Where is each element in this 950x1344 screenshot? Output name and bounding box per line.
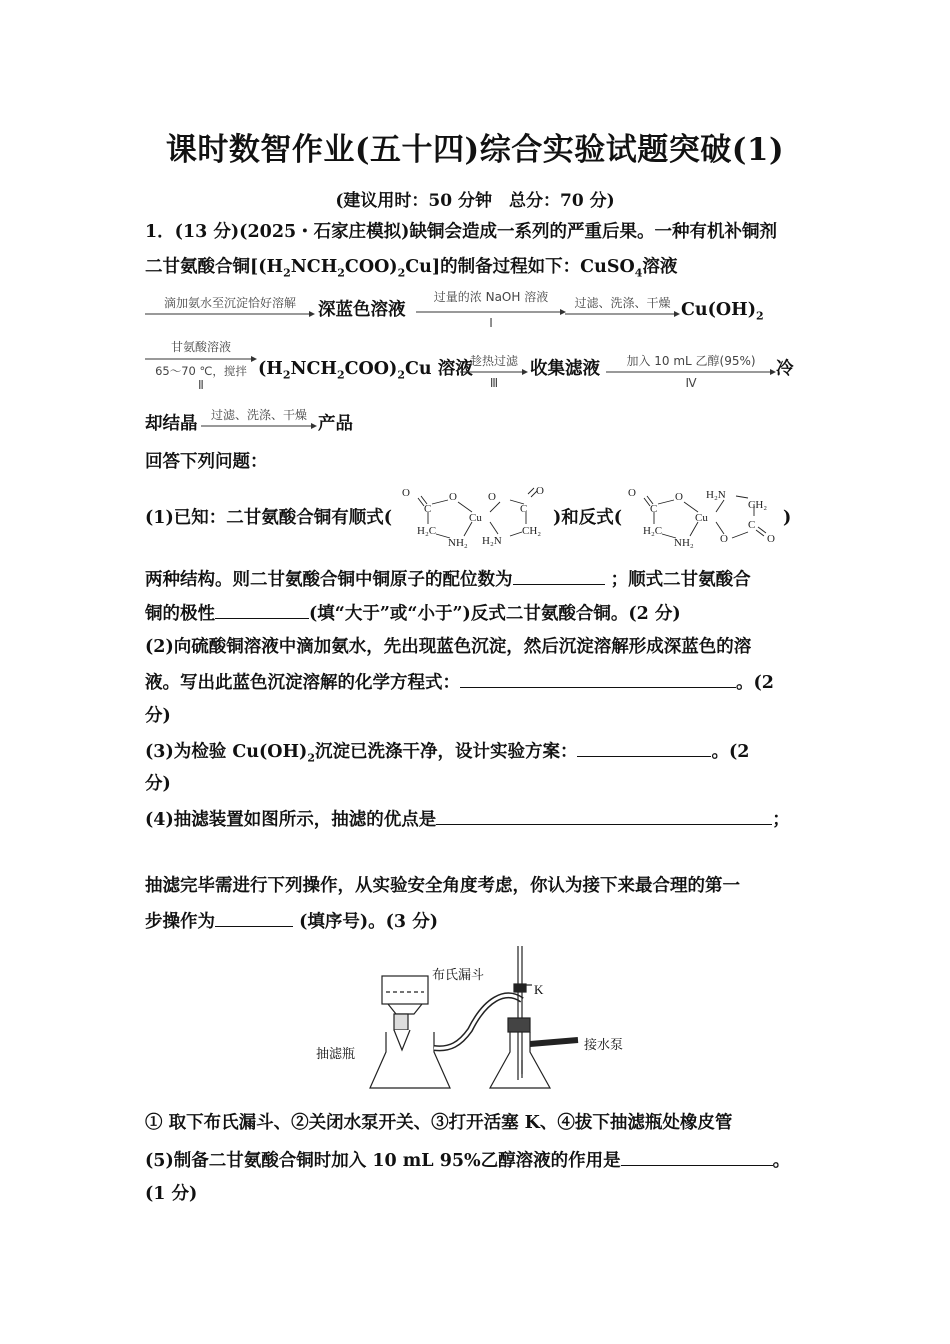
svg-text:CH₂: CH₂ — [522, 525, 542, 537]
flow-arrow-7: 过滤、洗涤、干燥 — [201, 406, 317, 446]
label-buchner-funnel: 布氏漏斗 — [432, 967, 485, 982]
q1-part2-line1: (2)向硫酸铜溶液中滴加氨水，先出现蓝色沉淀，然后沉淀溶解形成深蓝色的溶 — [145, 637, 752, 657]
flow-product-cuoh2: $Cu(OH)_2$ — [681, 300, 764, 323]
q1-part4-options: ① 取下布氏漏斗、②关闭水泵开关、③打开活塞 K、④拔下抽滤瓶处橡皮管 — [145, 1113, 733, 1133]
flow-product-complex: $(H_2NCH_2COO)_2Cu$ 溶液 — [258, 359, 473, 382]
flow-product-final: 产品 — [318, 414, 353, 434]
svg-text:O: O — [402, 487, 410, 499]
svg-text:O: O — [536, 485, 544, 497]
svg-text:C: C — [520, 503, 528, 515]
q1-intro-line1: 1．(13 分)(2025・石家庄模拟)缺铜会造成一系列的严重后果。一种有机补铜剂 — [145, 222, 777, 242]
svg-text:H₂C: H₂C — [417, 525, 437, 537]
answer-blank-equation[interactable] — [460, 671, 736, 688]
q1-part2-line3: 分) — [145, 706, 171, 726]
svg-text:C: C — [424, 503, 432, 515]
page-title: 课时数智作业(五十四)综合实验试题突破(1) — [165, 132, 785, 168]
flow-arrow-3: 过滤、洗涤、干燥 — [565, 294, 680, 334]
label-water-pump: 接水泵 — [584, 1037, 624, 1052]
svg-text:Cu: Cu — [695, 512, 708, 524]
svg-text:O: O — [675, 491, 683, 503]
q1-part1-close: ) — [783, 508, 792, 528]
flow-arrow-6: 加入 10 mL 乙醇(95%) Ⅳ — [606, 352, 776, 392]
answer-blank-first-step[interactable] — [215, 910, 293, 927]
q1-part3-line2: 分) — [145, 774, 171, 794]
svg-text:O: O — [720, 533, 728, 545]
flow-crystallize: 却结晶 — [145, 414, 198, 434]
label-suction-flask: 抽滤瓶 — [316, 1046, 356, 1061]
q1-part4-line1: (4)抽滤装置如图所示，抽滤的优点是 ； — [145, 810, 790, 830]
flow-arrow-5: 趁热过滤 Ⅲ — [460, 352, 528, 392]
svg-text:H₂C: H₂C — [643, 525, 663, 537]
q1-part1-lead: (1)已知：二甘氨酸合铜有顺式( — [145, 508, 393, 528]
flow-arrow-4: 甘氨酸溶液 65～70 ℃，搅拌 Ⅱ — [145, 338, 257, 394]
answer-blank-suction-advantage[interactable] — [436, 808, 772, 825]
svg-text:C: C — [748, 519, 756, 531]
flow-arrow-1: 滴加氨水至沉淀恰好溶解 — [145, 294, 315, 334]
cis-structure-diagram — [402, 484, 552, 554]
svg-text:O: O — [767, 533, 775, 545]
svg-text:CH₂: CH₂ — [748, 499, 768, 511]
flow-arrow-2: 过量的浓 NaOH 溶液 Ⅰ — [416, 288, 566, 328]
page-subtitle: (建议用时：50 分钟 总分：70 分) — [335, 191, 615, 211]
flow-product-deep-blue: 深蓝色溶液 — [318, 300, 406, 320]
svg-text:H₂N: H₂N — [706, 489, 726, 501]
q1-part4-line2: 抽滤完毕需进行下列操作，从实验安全角度考虑，你认为接下来最合理的第一 — [145, 876, 740, 896]
svg-text:O: O — [488, 491, 496, 503]
q1-intro-line2: 二甘氨酸合铜$[(H_2NCH_2COO)_2Cu]$的制备过程如下：CuSO$_4$溶液 — [145, 257, 678, 280]
svg-text:NH₂: NH₂ — [674, 537, 694, 549]
q1-part5-line2: (1 分) — [145, 1184, 198, 1204]
label-valve-k: K — [534, 982, 544, 997]
q1-part4-line3: 步操作为 (填序号)。(3 分) — [145, 912, 438, 932]
svg-text:C: C — [650, 503, 658, 515]
svg-text:H₂N: H₂N — [482, 535, 502, 547]
q1-part1-mid: )和反式( — [553, 508, 623, 528]
answer-blank-polarity[interactable] — [215, 602, 309, 619]
svg-text:Cu: Cu — [469, 512, 482, 524]
trans-structure-diagram — [628, 484, 778, 554]
svg-text:O: O — [628, 487, 636, 499]
svg-text:O: O — [449, 491, 457, 503]
q1-part1-line3: 铜的极性 (填“大于”或“小于”)反式二甘氨酸合铜。(2 分) — [145, 604, 681, 624]
q1-part5-line1: (5)制备二甘氨酸合铜时加入 10 mL 95%乙醇溶液的作用是 。 — [145, 1151, 791, 1171]
flow-cool: 冷 — [776, 359, 794, 379]
q1-part2-line2: 液。写出此蓝色沉淀溶解的化学方程式： 。(2 — [145, 673, 774, 693]
answer-prompt: 回答下列问题： — [145, 452, 268, 472]
answer-blank-coordination[interactable] — [513, 568, 605, 585]
q1-part1-line2: 两种结构。则二甘氨酸合铜中铜原子的配位数为 ；顺式二甘氨酸合 — [145, 570, 751, 590]
answer-blank-washing[interactable] — [577, 740, 711, 757]
q1-part3-line1: (3)为检验 $Cu(OH)_2$沉淀已洗涤干净，设计实验方案： 。(2 — [145, 742, 750, 765]
flow-product-filtrate: 收集滤液 — [530, 359, 600, 379]
svg-text:NH₂: NH₂ — [448, 537, 468, 549]
answer-blank-ethanol-role[interactable] — [621, 1149, 773, 1166]
suction-filtration-apparatus — [310, 940, 640, 1100]
